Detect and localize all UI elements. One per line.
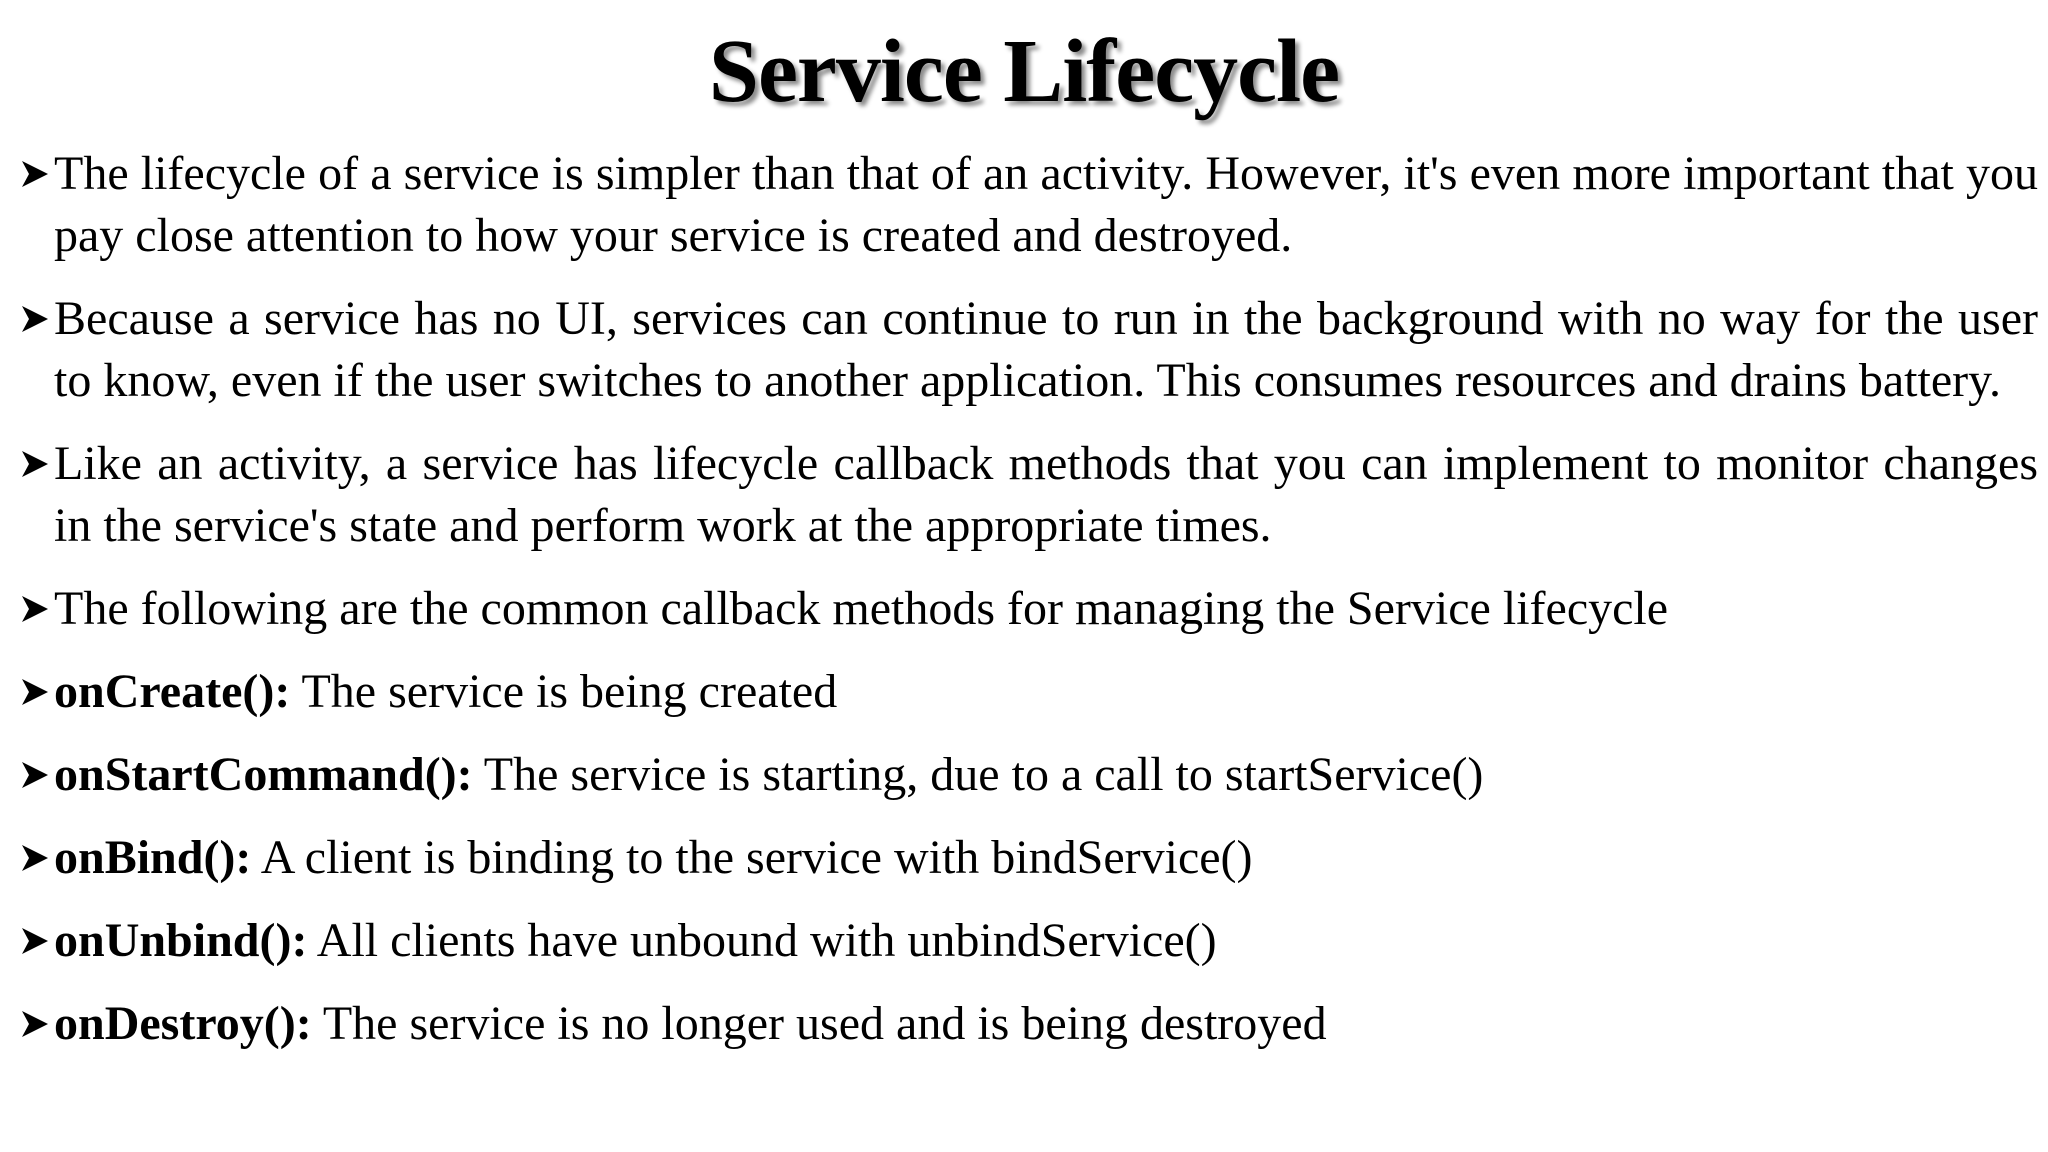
arrow-bullet-icon [18, 993, 54, 1055]
arrow-bullet-icon [18, 288, 54, 350]
arrow-bullet-icon [18, 578, 54, 640]
bullet-paragraph [18, 578, 2038, 640]
callback-item [18, 993, 2038, 1055]
callback-term: onCreate(): [54, 665, 291, 718]
callback-term: onStartCommand(): [54, 748, 473, 801]
arrow-bullet-icon [18, 827, 54, 889]
callback-desc: The service is starting, due to a call to startService() [472, 748, 1484, 801]
callback-term: onUnbind(): [54, 914, 308, 967]
callback-desc: A client is binding to the service with bindService() [251, 831, 1253, 884]
bullet-text: The lifecycle of a service is simpler than that of an activity. However, it's even more important that you pay close attention to how your service is created and destroyed. [54, 147, 2038, 262]
callback-desc: The service is no longer used and is being destroyed [311, 997, 1327, 1050]
bullet-text: The following are the common callback methods for managing the Service lifecycle [54, 582, 1669, 635]
callback-term: onBind(): [54, 831, 252, 884]
bullet-list [18, 143, 2038, 1076]
callback-item [18, 827, 2038, 889]
arrow-bullet-icon [18, 433, 54, 495]
callback-item [18, 910, 2038, 972]
callback-desc: The service is being created [290, 665, 838, 718]
arrow-bullet-icon [18, 143, 54, 205]
slide-title: Service Lifecycle [708, 22, 1340, 121]
callback-term: onDestroy(): [54, 997, 312, 1050]
bullet-text: Because a service has no UI, services can continue to run in the background with no way for the user to know, even if the user switches to another application. This consumes resources and drains battery. [54, 292, 2038, 407]
bullet-paragraph [18, 288, 2038, 412]
arrow-bullet-icon [18, 661, 54, 723]
callback-desc: All clients have unbound with unbindService() [307, 914, 1217, 967]
arrow-bullet-icon [18, 744, 54, 806]
bullet-paragraph [18, 433, 2038, 557]
bullet-text: Like an activity, a service has lifecycle callback methods that you can implement to monitor changes in the service's state and perform work at the appropriate times. [54, 437, 2038, 552]
callback-item [18, 661, 2038, 723]
arrow-bullet-icon [18, 910, 54, 972]
callback-item [18, 744, 2038, 806]
bullet-paragraph [18, 143, 2038, 267]
